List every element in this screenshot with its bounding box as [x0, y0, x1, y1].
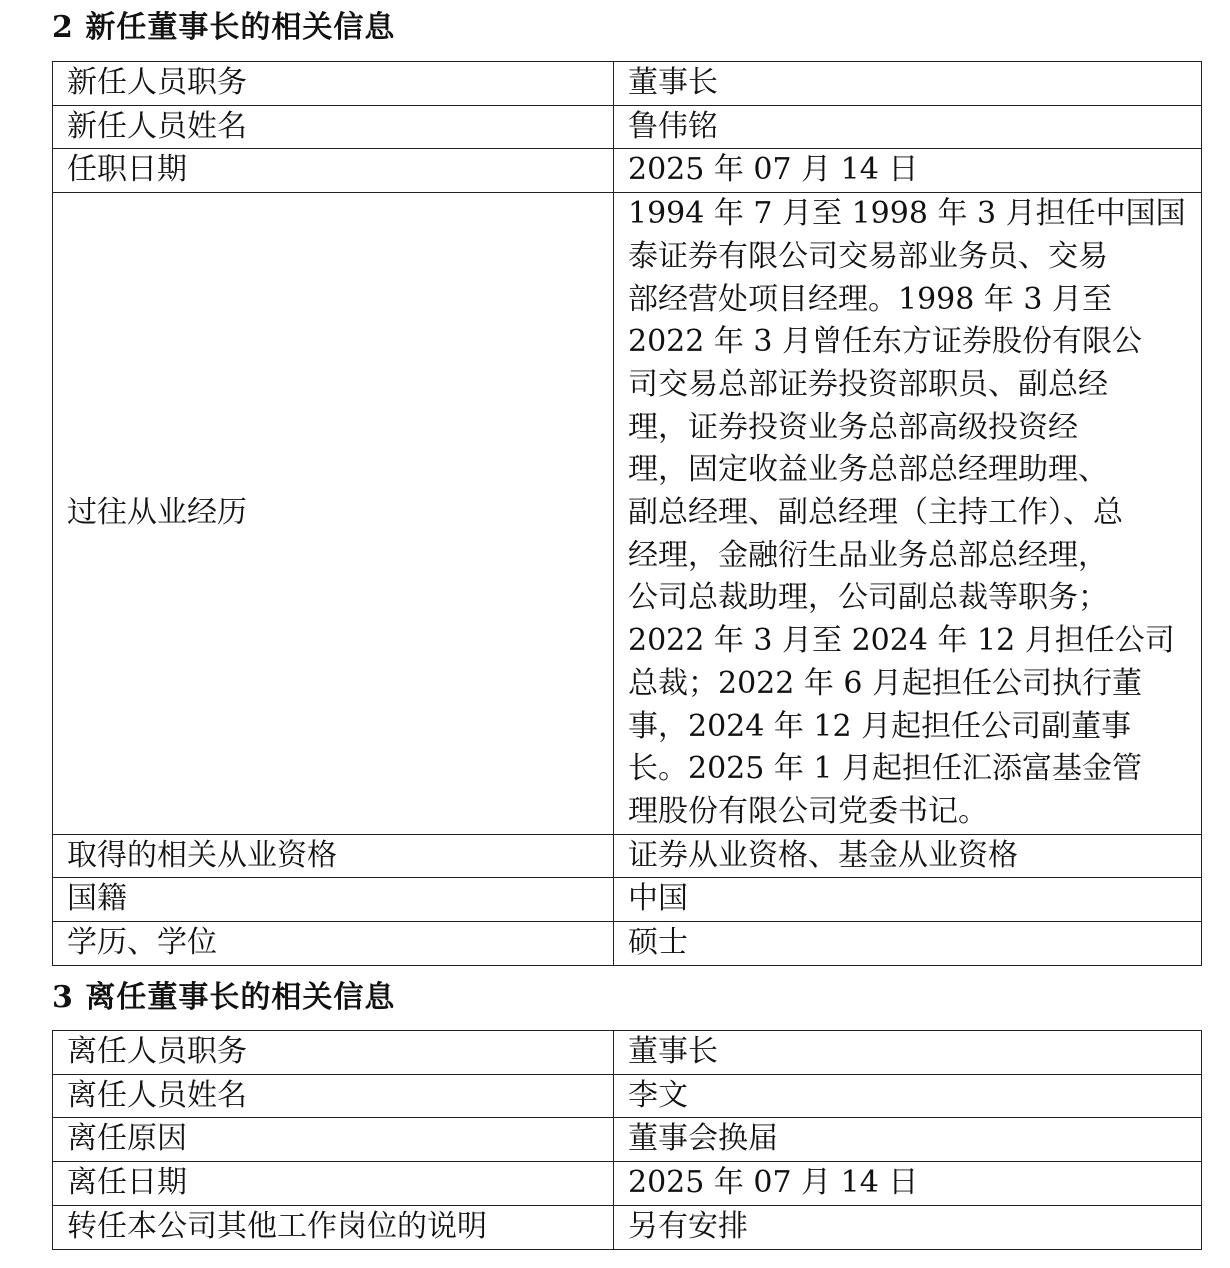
- table-row: [53, 1031, 1202, 1075]
- row-label: 国籍: [53, 878, 614, 922]
- row-label: 离任原因: [53, 1118, 614, 1162]
- career-line: 泰证券有限公司交易部业务员、交易: [628, 238, 1108, 274]
- table-row: [53, 1118, 1202, 1162]
- row-label: 取得的相关从业资格: [53, 834, 614, 878]
- row-label: 转任本公司其他工作岗位的说明: [53, 1205, 614, 1249]
- table-row: [53, 149, 1202, 193]
- table-row: [53, 922, 1202, 966]
- career-line: 长。2025 年 1 月起担任汇添富基金管: [628, 751, 1143, 787]
- row-label: 新任人员姓名: [53, 105, 614, 149]
- row-value: 中国: [614, 878, 1202, 922]
- career-line: 公司总裁助理，公司副总裁等职务；: [628, 580, 1108, 616]
- new-chairman-table: [52, 61, 1202, 966]
- table-row: [53, 1205, 1202, 1249]
- career-line: 部经营处项目经理。1998 年 3 月至: [628, 281, 1113, 317]
- section-2-title: 2 新任董事长的相关信息: [52, 10, 396, 45]
- career-line: 事，2024 年 12 月起担任公司副董事: [628, 708, 1132, 744]
- table-row: [53, 62, 1202, 106]
- row-value: 2025 年 07 月 14 日: [614, 1162, 1202, 1206]
- row-label: 过往从业经历: [53, 193, 614, 835]
- row-value: 2025 年 07 月 14 日: [614, 149, 1202, 193]
- section-3-title: 3 离任董事长的相关信息: [52, 980, 396, 1015]
- table-row: [53, 193, 1202, 835]
- row-value: 董事会换届: [614, 1118, 1202, 1162]
- row-label: 新任人员职务: [53, 62, 614, 106]
- table-row: [53, 1074, 1202, 1118]
- row-label: 学历、学位: [53, 922, 614, 966]
- career-line: 总裁；2022 年 6 月起担任公司执行董: [628, 665, 1143, 701]
- career-line: 理，固定收益业务总部总经理助理、: [628, 452, 1108, 488]
- former-chairman-table: [52, 1030, 1202, 1250]
- career-line: 1994 年 7 月至 1998 年 3 月担任中国国: [628, 196, 1186, 232]
- row-value: 硕士: [614, 922, 1202, 966]
- career-line: 司交易总部证券投资部职员、副总经: [628, 366, 1108, 402]
- table-row: [53, 834, 1202, 878]
- table-row: [53, 105, 1202, 149]
- row-value: 董事长: [614, 1031, 1202, 1075]
- row-label: 离任人员姓名: [53, 1074, 614, 1118]
- row-value: 董事长: [614, 62, 1202, 106]
- career-line: 2022 年 3 月至 2024 年 12 月担任公司: [628, 623, 1175, 659]
- career-line: 经理，金融衍生品业务总部总经理，: [628, 537, 1108, 573]
- table-row: [53, 1162, 1202, 1206]
- row-value: 鲁伟铭: [614, 105, 1202, 149]
- table-row: [53, 878, 1202, 922]
- career-line: 2022 年 3 月曾任东方证券股份有限公: [628, 324, 1143, 360]
- row-label: 任职日期: [53, 149, 614, 193]
- row-value: 证券从业资格、基金从业资格: [614, 834, 1202, 878]
- row-label: 离任日期: [53, 1162, 614, 1206]
- row-value: 李文: [614, 1074, 1202, 1118]
- career-history-value: [614, 193, 1202, 835]
- row-value: 另有安排: [614, 1205, 1202, 1249]
- row-label: 离任人员职务: [53, 1031, 614, 1075]
- career-line: 理股份有限公司党委书记。: [628, 793, 988, 829]
- career-line: 副总经理、副总经理（主持工作）、总: [628, 495, 1123, 531]
- career-line: 理，证券投资业务总部高级投资经: [628, 409, 1078, 445]
